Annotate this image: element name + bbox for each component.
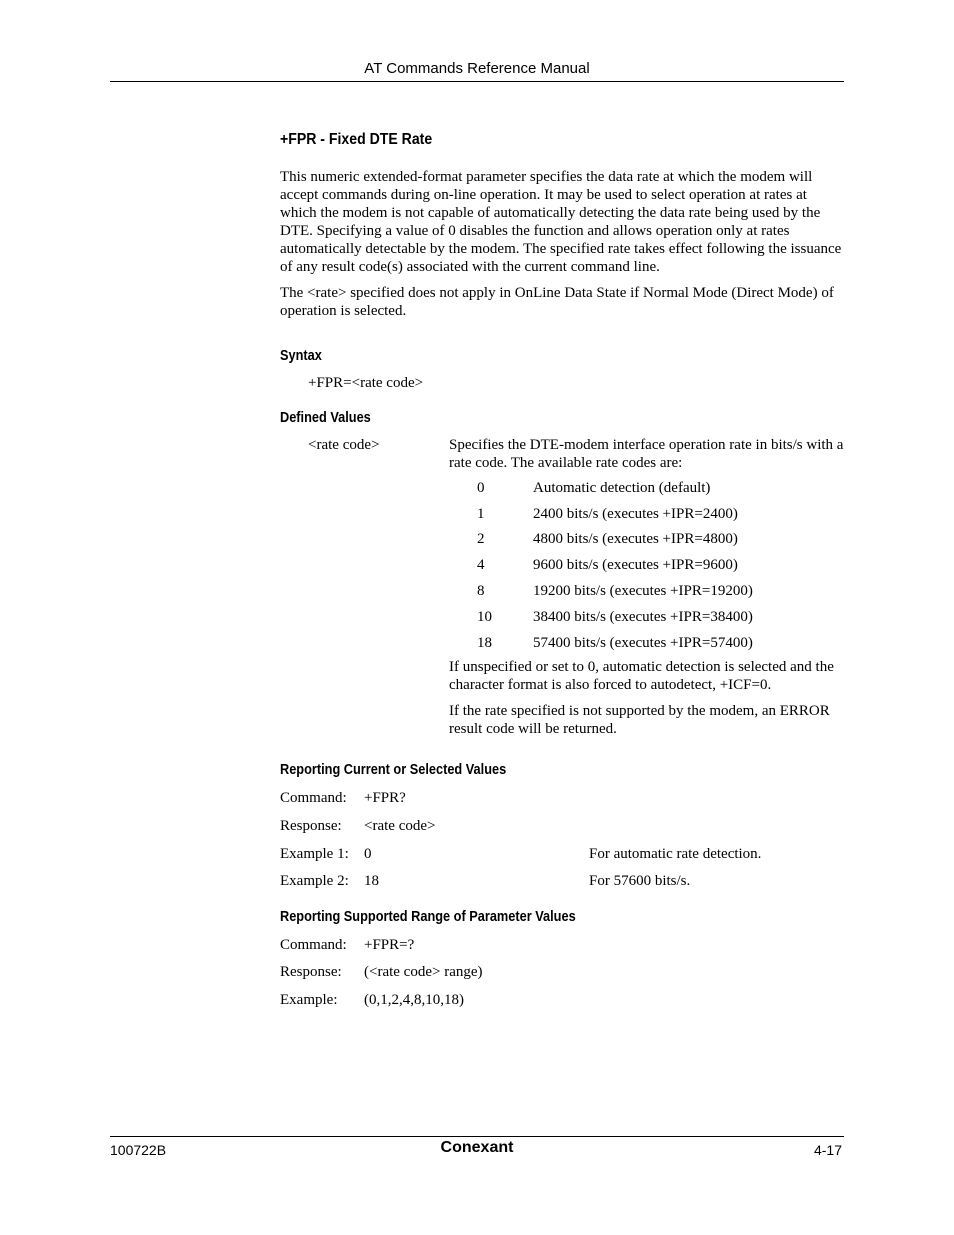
reporting-range-heading: Reporting Supported Range of Parameter Values	[280, 908, 576, 925]
page-header	[110, 59, 844, 82]
reporting-range-table	[280, 931, 845, 1014]
header-title: AT Commands Reference Manual	[364, 60, 590, 77]
page-footer	[110, 1136, 844, 1161]
intro-paragraph: This numeric extended-format parameter specifies the data rate at which the modem will accept commands during on-line operation. It may be used to select operation at rates at which the modem is not capable of automatically detecting the data rate being used by the DTE. Specifying a value of 0 disables the function and allows operation only at rates automatically detectable by the modem. The specified rate takes effect following the issuance of any result code(s) associated with the current command line.	[280, 169, 842, 275]
kv-label: Response:	[280, 964, 342, 981]
autodetect-note: If unspecified or set to 0, automatic detection is selected and the character format is also forced to autodetect, +ICF=0.	[449, 658, 834, 693]
rate-row	[449, 501, 844, 527]
kv-value: 18	[364, 873, 379, 890]
kv-note: For automatic rate detection.	[589, 845, 762, 862]
rate-code: 4	[477, 557, 485, 574]
kv-value: (0,1,2,4,8,10,18)	[364, 991, 464, 1008]
kv-row	[280, 867, 845, 895]
kv-row	[280, 812, 845, 840]
syntax-heading: Syntax	[280, 348, 322, 364]
rate-code: 2	[477, 531, 485, 548]
error-note: If the rate specified is not supported by the modem, an ERROR result code will be returned.	[449, 702, 830, 737]
rate-description: 38400 bits/s (executes +IPR=38400)	[533, 608, 753, 625]
kv-value: +FPR=?	[364, 936, 415, 953]
rate-table	[449, 475, 844, 656]
kv-row	[280, 959, 845, 987]
rate-code: 8	[477, 583, 485, 600]
company-name: Conexant	[440, 1139, 514, 1156]
param-description-block	[449, 436, 844, 738]
kv-value: 0	[364, 845, 372, 862]
param-name: <rate code>	[308, 437, 380, 453]
kv-label: Example 2:	[280, 873, 349, 890]
rate-description: 4800 bits/s (executes +IPR=4800)	[533, 531, 738, 548]
rate-row	[449, 552, 844, 578]
page-number: 4-17	[813, 1142, 842, 1158]
kv-label: Command:	[280, 790, 347, 807]
defined-values-heading: Defined Values	[280, 410, 371, 426]
kv-value: (<rate code> range)	[364, 964, 483, 981]
rate-description: 2400 bits/s (executes +IPR=2400)	[533, 505, 738, 522]
kv-row	[280, 785, 845, 813]
kv-label: Response:	[280, 817, 342, 834]
rate-code: 10	[477, 608, 492, 625]
kv-label: Example:	[280, 991, 338, 1008]
rate-row	[449, 578, 844, 604]
reporting-current-table	[280, 785, 845, 895]
kv-value: +FPR?	[364, 790, 406, 807]
section-title: +FPR - Fixed DTE Rate	[280, 131, 433, 148]
doc-number: 100722B	[110, 1142, 167, 1158]
kv-value: <rate code>	[364, 817, 436, 834]
syntax-command: +FPR=<rate code>	[308, 375, 424, 391]
kv-label: Command:	[280, 936, 347, 953]
rate-code: 1	[477, 505, 485, 522]
rate-code: 0	[477, 479, 485, 496]
kv-row	[280, 840, 845, 868]
rate-code: 18	[477, 634, 492, 651]
rate-row	[449, 604, 844, 630]
rate-row	[449, 527, 844, 553]
main-content	[280, 128, 845, 1014]
kv-row	[280, 931, 845, 959]
kv-note: For 57600 bits/s.	[589, 873, 691, 890]
rate-description: 9600 bits/s (executes +IPR=9600)	[533, 557, 738, 574]
rate-note-paragraph: The <rate> specified does not apply in OnLine Data State if Normal Mode (Direct Mode) of operation is selected.	[280, 285, 834, 319]
rate-row	[449, 630, 844, 656]
rate-row	[449, 475, 844, 501]
kv-label: Example 1:	[280, 845, 349, 862]
rate-description: 19200 bits/s (executes +IPR=19200)	[533, 583, 753, 600]
defined-values-block	[280, 436, 845, 738]
param-description: Specifies the DTE-modem interface operation rate in bits/s with a rate code. The available rate codes are:	[449, 437, 844, 471]
kv-row	[280, 986, 845, 1014]
rate-description: Automatic detection (default)	[533, 479, 711, 496]
reporting-current-heading: Reporting Current or Selected Values	[280, 761, 507, 778]
rate-description: 57400 bits/s (executes +IPR=57400)	[533, 634, 753, 651]
